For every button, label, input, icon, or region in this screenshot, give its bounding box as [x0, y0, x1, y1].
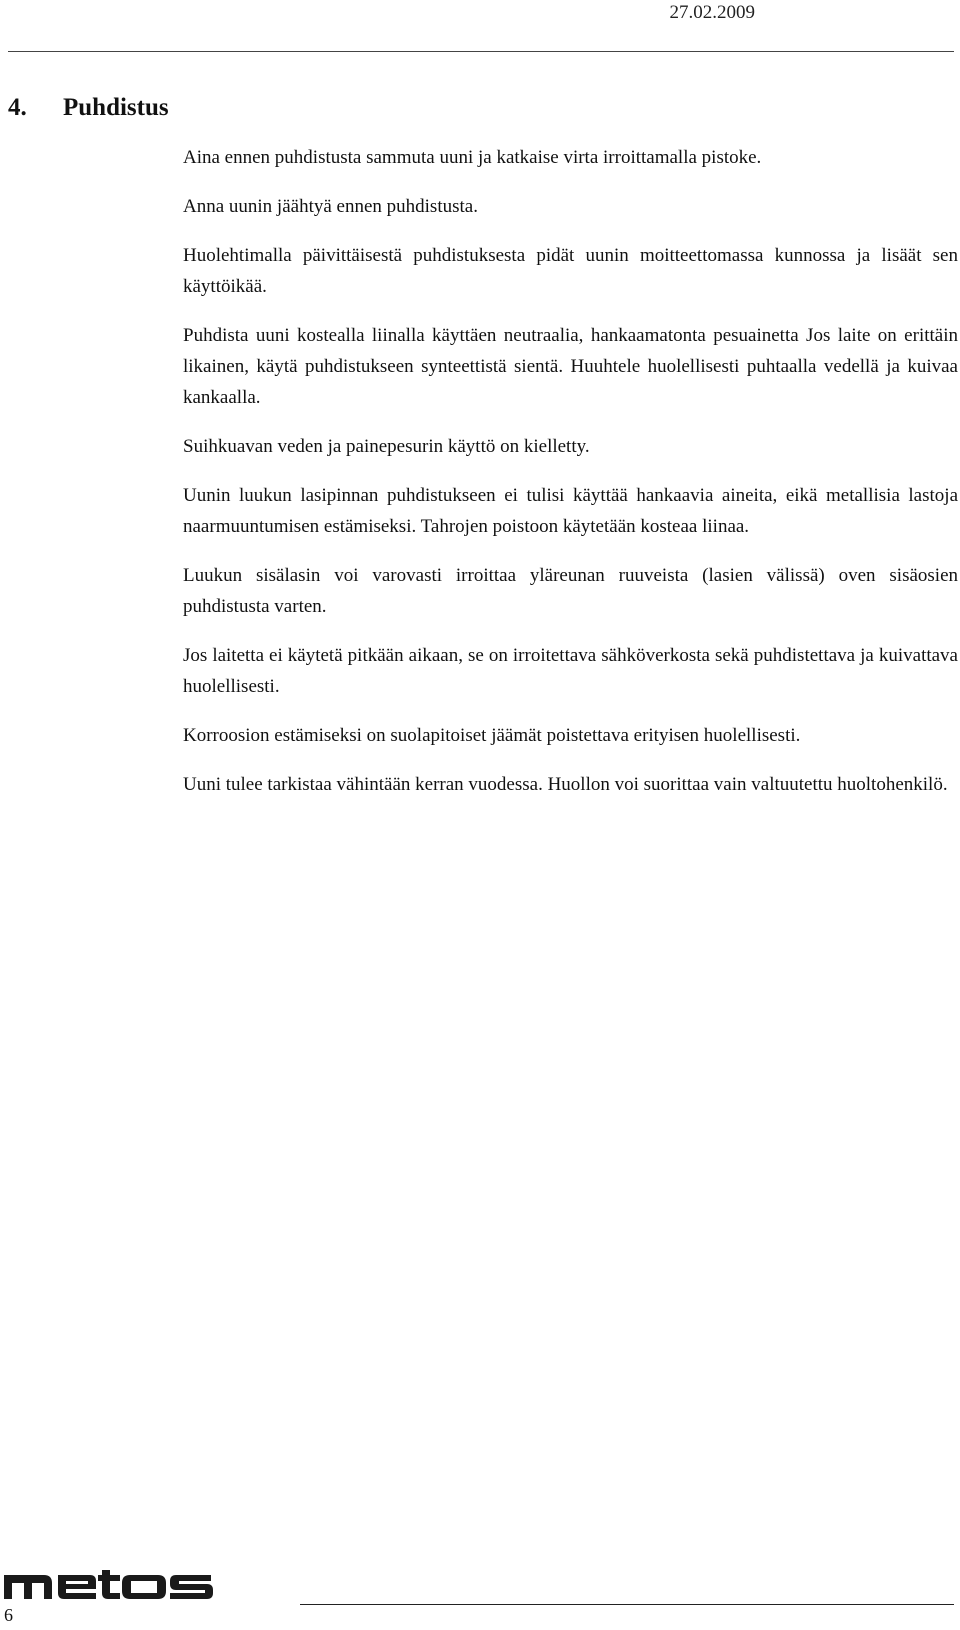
footer-divider	[300, 1604, 954, 1605]
paragraph: Huolehtimalla päivittäisestä puhdistuksesta pidät uunin moitteettomassa kunnossa ja lisäät sen käyttöikää.	[183, 245, 958, 297]
paragraph: Korroosion estämiseksi on suolapitoiset jäämät poistettava erityisen huolellisesti.	[183, 725, 801, 746]
section-title: Puhdistus	[63, 94, 169, 121]
metos-logo	[4, 1570, 216, 1600]
paragraph: Aina ennen puhdistusta sammuta uuni ja katkaise virta irroittamalla pistoke.	[183, 147, 762, 168]
header-divider	[8, 51, 954, 52]
document-date: 27.02.2009	[669, 2, 755, 23]
paragraph: Jos laitetta ei käytetä pitkään aikaan, se on irroitettava sähköverkosta sekä puhdistettava ja kuivattava huolellisesti.	[183, 645, 958, 697]
paragraph: Uunin luukun lasipinnan puhdistukseen ei tulisi käyttää hankaavia aineita, eikä metallisia lastoja naarmuuntumisen estämiseksi. Tahrojen poistoon käytetään kosteaa liinaa.	[183, 485, 958, 537]
paragraph: Puhdista uuni kostealla liinalla käyttäen neutraalia, hankaamatonta pesuainetta Jos laite on erittäin likainen, käytä puhdistukseen synteettistä sientä. Huuhtele huolellisesti puhtaalla vedellä ja kuivaa kankaalla.	[183, 325, 958, 408]
section-number: 4.	[8, 94, 27, 121]
paragraph: Suihkuavan veden ja painepesurin käyttö on kielletty.	[183, 436, 590, 457]
section-heading	[8, 94, 169, 122]
section-body	[183, 142, 958, 818]
paragraph: Anna uunin jäähtyä ennen puhdistusta.	[183, 196, 478, 217]
paragraph: Uuni tulee tarkistaa vähintään kerran vuodessa. Huollon voi suorittaa vain valtuutettu huoltohenkilö.	[183, 774, 948, 795]
paragraph: Luukun sisälasin voi varovasti irroittaa yläreunan ruuveista (lasien välissä) oven sisäosien puhdistusta varten.	[183, 565, 958, 617]
page-number: 6	[4, 1605, 13, 1625]
